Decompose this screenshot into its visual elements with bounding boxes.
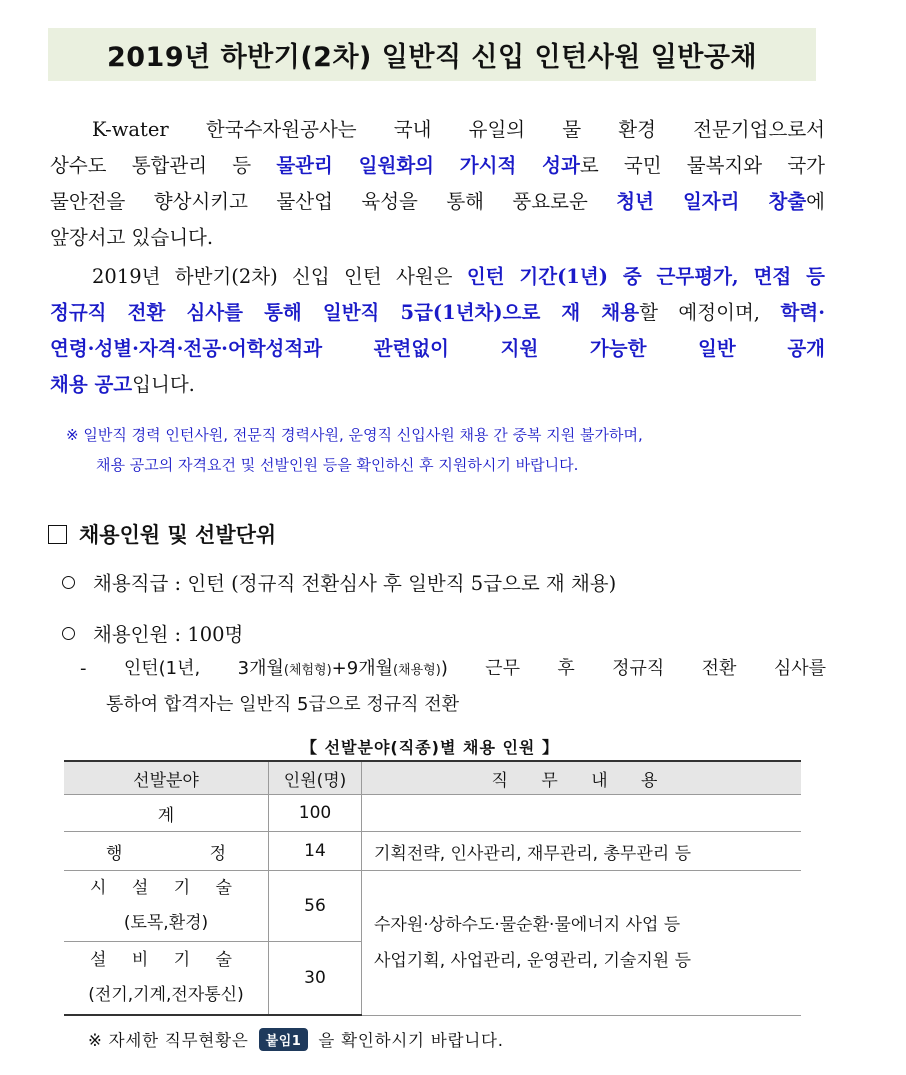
cell-field [64,871,269,942]
intro-paragraph-1 [50,112,825,256]
intro2-line-2 [50,295,825,331]
notice-line-2: 채용 공고의 자격요건 및 선발인원 등을 확인하신 후 지원하시기 바랍니다. [96,456,579,474]
field-label: 시 설 기 술 [90,878,242,898]
table-row [64,832,801,871]
section-title: 채용인원 및 선발단위 [79,523,277,547]
header-count: 인원(명) [269,761,362,795]
detail-text: ) 근무 후 정규직 전환 심사를 [440,658,826,679]
cell-count: 30 [269,942,362,1016]
table-row [64,795,801,832]
bullet-hiring-count [62,619,243,647]
intro1-text: 로 국민 물복지와 국가 [579,154,825,177]
cell-field [64,942,269,1016]
detail-text: - 인턴(1년, 3개월 [80,658,284,679]
intro1-text: 물안전을 향상시키고 물산업 육성을 통해 풍요로운 [50,190,617,213]
intro1-line-1: K-water 한국수자원공사는 국내 유일의 물 환경 전문기업으로서 [92,118,825,141]
field-sublabel: (전기,기계,전자통신) [88,985,244,1005]
cell-duty: 기획전략, 인사관리, 재무관리, 총무관리 등 [362,832,802,871]
intro1-line-2 [50,148,825,184]
detail-small-text: (체험형) [283,663,332,678]
field-sublabel: (토목,환경) [123,913,209,933]
cell-field [64,832,269,871]
cell-duty-merged [362,871,802,1016]
cell-count: 14 [269,832,362,871]
intro2-text: 입니다. [132,373,195,396]
cell-count: 100 [269,795,362,832]
circle-bullet-icon [62,576,75,589]
footnote [88,1027,504,1051]
title-banner [48,28,816,81]
intro1-text: 에 [806,190,825,213]
page-title: 2019년 하반기(2차) 일반직 신입 인턴사원 일반공채 [106,42,758,73]
footnote-text-after: 을 확인하시기 바랍니다. [318,1031,504,1050]
detail-text: +9개월 [331,658,393,679]
notice-line-1: ※ 일반직 경력 인턴사원, 전문직 경력사원, 운영직 신입사원 채용 간 중복 지원 불가하며, [66,426,643,444]
intro1-highlight-1: 물관리 일원화의 가시적 성과 [276,154,580,177]
intro1-line-3 [50,184,825,220]
duty-line-1: 수자원·상하수도·물순환·물에너지 사업 등 [374,914,681,935]
duplicate-application-notice [66,420,826,480]
intro1-text: 상수도 통합관리 등 [50,154,277,177]
square-bullet-icon [48,525,67,544]
detail-line-1 [80,652,826,688]
header-duty: 직 무 내 용 [362,761,802,795]
intro2-line-1 [50,259,825,295]
section-heading [48,519,276,549]
attachment-badge: 붙임1 [259,1028,309,1051]
intro-paragraph-2 [50,259,825,403]
intro2-highlight-3: 학력· [780,301,825,324]
recruitment-table [64,760,801,1016]
intro2-highlight-1: 인턴 기간(1년) 중 근무평가, 면접 등 [466,265,825,288]
intro2-highlight-2: 정규직 전환 심사를 통해 일반직 5급(1년차)으로 재 채용 [50,301,640,324]
intro2-text: 할 예정이며, [639,301,781,324]
intro1-line-4: 앞장서고 있습니다. [50,226,214,249]
intro2-line-4 [50,367,825,403]
field-label: 설 비 기 술 [90,950,242,970]
field-label: 행 정 [106,843,226,864]
intro2-highlight-4: 채용 공고 [50,373,133,396]
table-header-row [64,761,801,795]
intern-period-detail [80,652,826,722]
footnote-text-before: ※ 자세한 직무현황은 [88,1031,249,1050]
intro2-text: 2019년 하반기(2차) 신입 인턴 사원은 [92,265,467,288]
cell-count: 56 [269,871,362,942]
bullet-hiring-grade [62,568,616,596]
cell-field: 계 [64,795,269,832]
intro2-line-3: 연령·성별·자격·전공·어학성적과 관련없이 지원 가능한 일반 공개 [50,337,825,360]
table-caption: 【 선발분야(직종)별 채용 인원 】 [301,738,559,757]
table-row [64,871,801,942]
circle-bullet-icon [62,627,75,640]
detail-line-2: 통하여 합격자는 일반직 5급으로 정규직 전환 [106,694,460,715]
intro1-highlight-2: 청년 일자리 창출 [616,190,807,213]
detail-small-text: (채용형) [392,663,441,678]
hiring-grade-text: 채용직급 : 인턴 (정규직 전환심사 후 일반직 5급으로 재 채용) [93,572,617,595]
header-field: 선발분야 [64,761,269,795]
duty-line-2: 사업기획, 사업관리, 운영관리, 기술지원 등 [374,950,692,971]
hiring-count-text: 채용인원 : 100명 [93,623,244,646]
cell-duty [362,795,802,832]
